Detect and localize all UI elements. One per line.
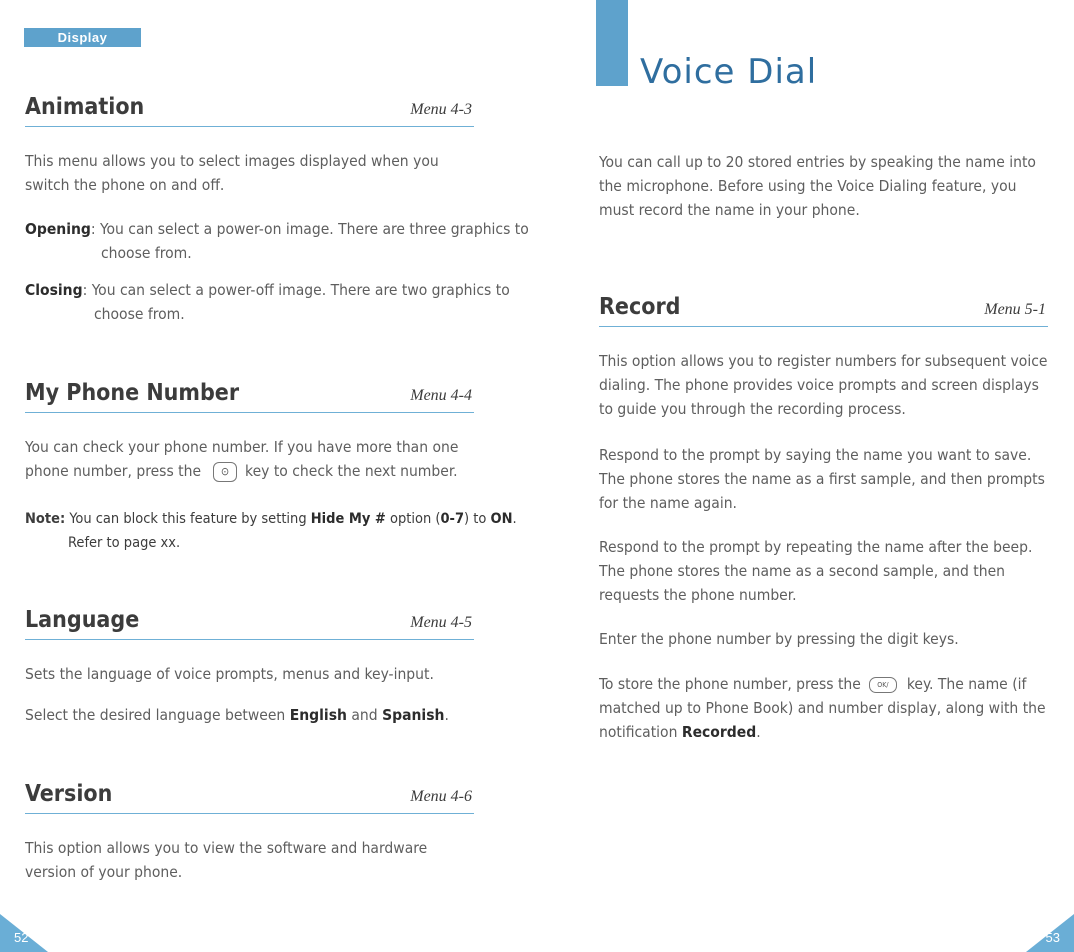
animation-heading bbox=[25, 96, 474, 127]
note-text-4: . Refer to page xx. bbox=[68, 511, 517, 551]
ok-key-icon: OK/ bbox=[869, 677, 897, 693]
chapter-bar bbox=[596, 0, 628, 86]
version-p1: This option allows you to view the software and hardware version of your phone. bbox=[25, 839, 428, 881]
record-heading bbox=[599, 296, 1048, 327]
record-p5 bbox=[599, 672, 1054, 744]
version-heading bbox=[25, 783, 474, 814]
nav-key-icon: ⊙ bbox=[213, 462, 237, 482]
language-spanish: Spanish bbox=[382, 706, 445, 724]
chapter-title: Voice Dial bbox=[640, 52, 818, 92]
note-bold-2: 0-7 bbox=[440, 511, 465, 527]
closing-label: Closing bbox=[25, 281, 83, 299]
record-p5-before: To store the phone number, press the bbox=[599, 675, 861, 693]
note-text-3: ) to bbox=[464, 511, 491, 527]
my-phone-number-title: My Phone Number bbox=[25, 380, 240, 406]
language-english: English bbox=[289, 706, 347, 724]
my-phone-number-text-before: You can check your phone number. If you have more than one phone number, press the bbox=[25, 438, 459, 480]
record-p4: Enter the phone number by pressing the digit keys. bbox=[599, 630, 959, 648]
language-p2-after: . bbox=[444, 706, 449, 724]
my-phone-number-note bbox=[25, 507, 518, 555]
page-number-left: 52 bbox=[14, 930, 29, 945]
my-phone-number-text-after: key to check the next number. bbox=[245, 462, 458, 480]
page-number-right: 53 bbox=[1045, 930, 1060, 945]
record-p5-after: key. The name (if matched up to Phone Book) and number display, along with the notification bbox=[599, 675, 1046, 741]
section-tab: Display bbox=[24, 28, 141, 47]
record-p2: Respond to the prompt by saying the name you want to save. The phone stores the name as a first sample, and then prompts for the name again. bbox=[599, 446, 1045, 512]
voice-dial-intro: You can call up to 20 stored entries by speaking the name into the microphone. Before using the Voice Dialing feature, you must record the name in your phone. bbox=[599, 153, 1036, 219]
record-menu-number: Menu 5-1 bbox=[984, 301, 1046, 318]
language-title: Language bbox=[25, 607, 140, 633]
note-text-2: option ( bbox=[385, 511, 441, 527]
opening-label: Opening bbox=[25, 220, 91, 238]
animation-intro: This menu allows you to select images displayed when you switch the phone on and off. bbox=[25, 152, 439, 194]
language-p2-before: Select the desired language between bbox=[25, 706, 290, 724]
right-page bbox=[537, 0, 1074, 952]
version-menu-number: Menu 4-6 bbox=[410, 788, 472, 805]
language-p2 bbox=[25, 703, 475, 727]
record-p1: This option allows you to register numbers for subsequent voice dialing. The phone provides voice prompts and screen displays to guide you through the recording process. bbox=[599, 352, 1048, 418]
opening-text: : You can select a power-on image. There are three graphics to choose from. bbox=[90, 220, 529, 262]
note-text-1: You can block this feature by setting bbox=[65, 511, 311, 527]
record-p5-end: . bbox=[756, 723, 761, 741]
language-heading bbox=[25, 609, 474, 640]
note-bold-1: Hide My # bbox=[310, 511, 386, 527]
animation-closing bbox=[25, 278, 544, 326]
note-bold-3: ON bbox=[490, 511, 513, 527]
animation-title: Animation bbox=[25, 94, 145, 120]
my-phone-number-menu-number: Menu 4-4 bbox=[410, 387, 472, 404]
record-recorded: Recorded bbox=[681, 723, 757, 741]
closing-text: : You can select a power-off image. There are two graphics to choose from. bbox=[82, 281, 510, 323]
my-phone-number-heading bbox=[25, 382, 474, 413]
record-title: Record bbox=[599, 294, 681, 320]
animation-opening bbox=[25, 217, 551, 265]
note-label: Note: bbox=[25, 511, 66, 527]
my-phone-number-text bbox=[25, 435, 475, 483]
version-title: Version bbox=[25, 781, 113, 807]
language-p2-mid: and bbox=[346, 706, 383, 724]
record-p3: Respond to the prompt by repeating the name after the beep. The phone stores the name as a second sample, and then requests the phone number. bbox=[599, 538, 1033, 604]
language-p1: Sets the language of voice prompts, menus and key-input. bbox=[25, 665, 434, 683]
animation-menu-number: Menu 4-3 bbox=[410, 101, 472, 118]
language-menu-number: Menu 4-5 bbox=[410, 614, 472, 631]
